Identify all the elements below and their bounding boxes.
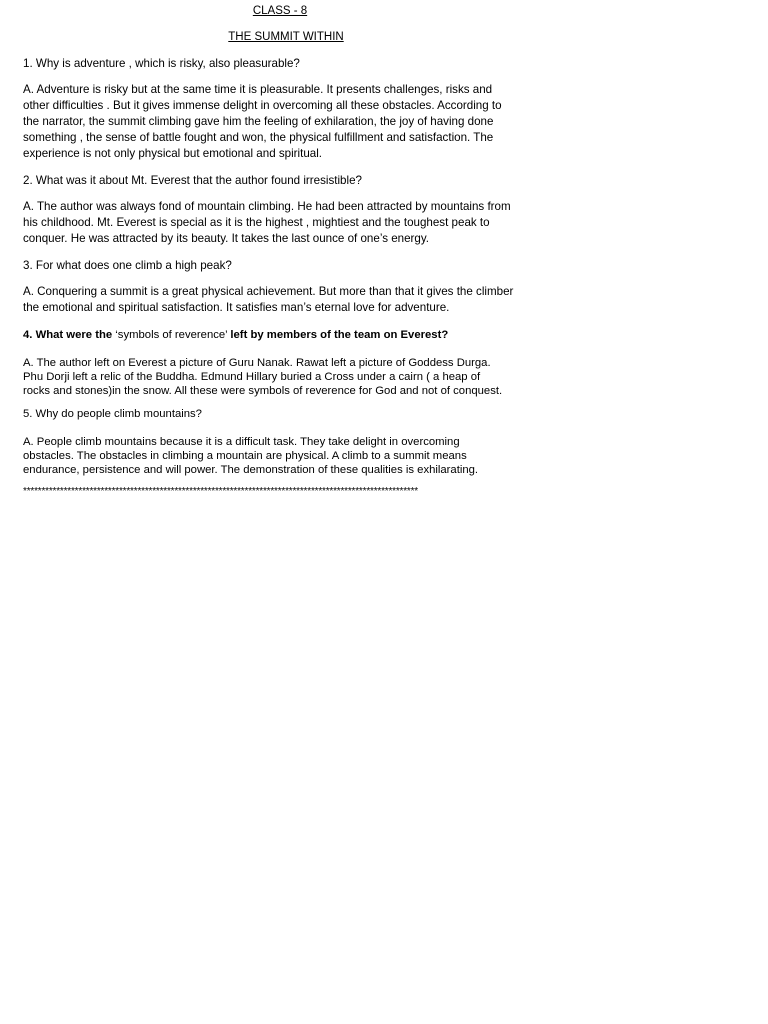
- answer-5-line-1: A. People climb mountains because it is a difficult task. They take delight in overcoming: [23, 436, 460, 448]
- answer-4-line-3: rocks and stones)in the snow. All these were symbols of reverence for God and not of conquest.: [23, 385, 503, 397]
- answer-1-line-4: something , the sense of battle fought and won, the physical fulfillment and satisfaction. The: [23, 131, 494, 144]
- question-4-quote: ‘symbols of reverence’: [115, 329, 231, 341]
- answer-1-line-5: experience is not only physical but emotional and spiritual.: [23, 147, 323, 160]
- answer-1-line-3: the narrator, the summit climbing gave him the feeling of exhilaration, the joy of having done: [23, 115, 494, 128]
- question-4-part-b: left by members of the team on Everest?: [230, 329, 449, 341]
- answer-4-line-1: A. The author left on Everest a picture of Guru Nanak. Rawat left a picture of Goddess Durga.: [23, 357, 491, 369]
- answer-2-line-1: A. The author was always fond of mountain climbing. He had been attracted by mountains from: [23, 200, 511, 213]
- answer-1-line-2: other difficulties . But it gives immense delight in overcoming all these obstacles. According to: [23, 99, 502, 112]
- answer-5-line-2: obstacles. The obstacles in climbing a mountain are physical. A climb to a summit means: [23, 450, 467, 462]
- answer-5-line-3: endurance, persistence and will power. The demonstration of these qualities is exhilarating.: [23, 464, 479, 476]
- class-label: CLASS - 8: [252, 5, 308, 17]
- chapter-title: THE SUMMIT WITHIN: [228, 31, 344, 43]
- question-5: 5. Why do people climb mountains?: [23, 408, 202, 420]
- question-1: 1. Why is adventure , which is risky, also pleasurable?: [23, 57, 300, 70]
- question-2: 2. What was it about Mt. Everest that the author found irresistible?: [23, 174, 362, 187]
- answer-2-line-2: his childhood. Mt. Everest is special as it is the highest , mightiest and the toughest peak to: [23, 216, 490, 229]
- answer-2-line-3: conquer. He was attracted by its beauty. It takes the last ounce of one’s energy.: [23, 232, 430, 245]
- answer-3-line-1: A. Conquering a summit is a great physical achievement. But more than that it gives the climber: [23, 285, 514, 298]
- answer-1-line-1: A. Adventure is risky but at the same time it is pleasurable. It presents challenges, risks and: [23, 83, 493, 96]
- answer-3-line-2: the emotional and spiritual satisfaction. It satisfies man’s eternal love for adventure.: [23, 301, 450, 314]
- question-3: 3. For what does one climb a high peak?: [23, 259, 232, 272]
- question-4: [23, 328, 448, 342]
- separator-line: ***********************************************************************************************************: [23, 486, 419, 497]
- question-4-part-a: What were the: [35, 329, 116, 341]
- answer-4-line-2: Phu Dorji left a relic of the Buddha. Edmund Hillary buried a Cross under a cairn ( a heap of: [23, 371, 481, 383]
- question-4-number: 4.: [23, 329, 36, 341]
